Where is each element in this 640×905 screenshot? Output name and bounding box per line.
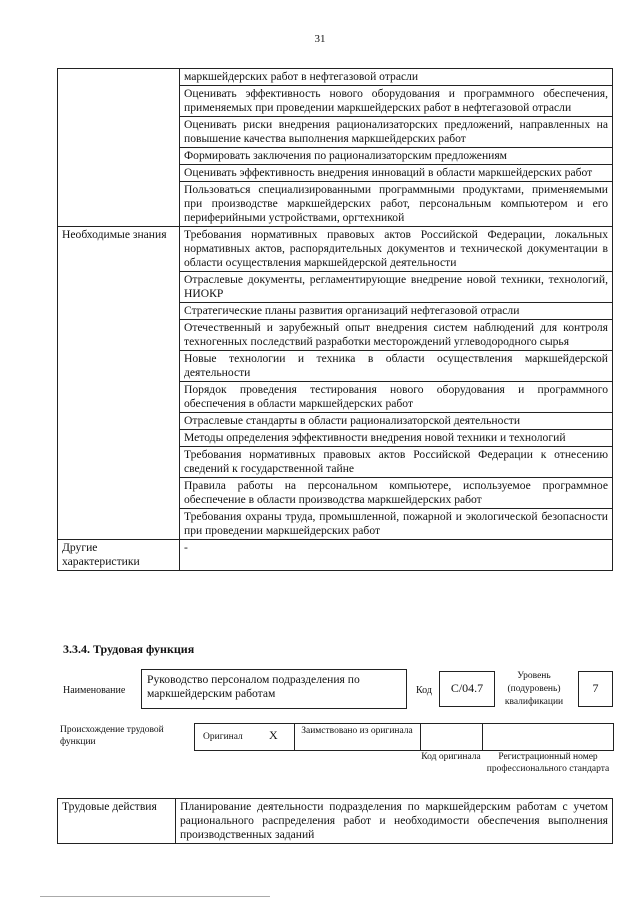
skills-label-cell — [58, 69, 180, 227]
other-characteristics-value: - — [180, 540, 613, 571]
skill-item: маркшейдерских работ в нефтегазовой отрасли — [180, 69, 613, 86]
knowledge-item: Правила работы на персональном компьютере, используемое программное обеспечение в области производства маркшейдерских работ — [180, 478, 613, 509]
level-value: 7 — [592, 681, 599, 695]
reg-number-caption: Регистрационный номер профессионального стандарта — [486, 752, 610, 774]
other-characteristics-label: Другие характеристики — [58, 540, 180, 571]
table-row — [58, 227, 613, 272]
skill-item: Оценивать эффективность нового оборудования и программного обеспечения, применяемых при проведении маркшейдерских работ в нефтегазовой отрасли — [180, 86, 613, 117]
knowledge-item: Новые технологии и техника в области осуществления маркшейдерской деятельности — [180, 351, 613, 382]
borrowed-label: Заимствовано из оригинала — [301, 726, 413, 736]
knowledge-label: Необходимые знания — [58, 227, 180, 540]
code-value: C/04.7 — [450, 681, 484, 695]
knowledge-item: Требования нормативных правовых актов Российской Федерации к отнесению сведений к государственной тайне — [180, 447, 613, 478]
skill-item: Оценивать риски внедрения рационализаторских предложений, направленных на повышение качества выполнения маркшейдерских работ — [180, 117, 613, 148]
knowledge-item: Отраслевые стандарты в области рационализаторской деятельности — [180, 413, 613, 430]
requirements-table — [57, 68, 613, 571]
skill-item: Пользоваться специализированными программными продуктами, применяемыми при производстве маркшейдерских работ, персональным компьютером и его периферийными устройствами, оргтехникой — [180, 182, 613, 227]
table-row — [58, 540, 613, 571]
level-value-box — [578, 671, 613, 707]
knowledge-item: Порядок проведения тестирования нового оборудования и программного обеспечения в области маркшейдерских работ — [180, 382, 613, 413]
knowledge-item: Стратегические планы развития организаций нефтегазовой отрасли — [180, 303, 613, 320]
level-label: Уровень (подуровень) квалификации — [504, 671, 564, 707]
actions-value: Планирование деятельности подразделения по маркшейдерским работам с учетом рационального распределения работ и необходимости обеспечения выполнения производственных заданий — [176, 799, 613, 844]
page-number: 31 — [314, 33, 326, 45]
name-value-box — [141, 669, 407, 709]
knowledge-item: Требования нормативных правовых актов Российской Федерации, локальных нормативных актов, распорядительных документов и технической документации в области осуществления маркшейдерской деятельности — [180, 227, 613, 272]
knowledge-item: Отраслевые документы, регламентирующие внедрение новой техники, технологий, НИОКР — [180, 272, 613, 303]
knowledge-item: Требования охраны труда, промышленной, пожарной и экологической безопасности при проведении маркшейдерских работ — [180, 509, 613, 540]
table-row — [58, 69, 613, 86]
section-heading: 3.3.4. Трудовая функция — [63, 642, 195, 656]
skill-item: Оценивать эффективность внедрения инноваций в области маркшейдерских работ — [180, 165, 613, 182]
original-label: Оригинал — [203, 732, 243, 742]
name-label: Наименование — [63, 685, 126, 696]
name-value: Руководство персоналом подразделения по маркшейдерским работам — [147, 673, 360, 700]
original-mark: X — [269, 728, 278, 742]
bottom-divider — [40, 896, 270, 897]
origin-label: Происхождение трудовой функции — [60, 725, 164, 747]
labor-actions-table — [57, 798, 613, 844]
code-label: Код — [416, 685, 432, 696]
knowledge-item: Отечественный и зарубежный опыт внедрения систем наблюдений для контроля техногенных последствий разработки месторождений углеводородного сырья — [180, 320, 613, 351]
skill-item: Формировать заключения по рационализаторским предложениям — [180, 148, 613, 165]
table-row — [58, 799, 613, 844]
knowledge-item: Методы определения эффективности внедрения новой техники и технологий — [180, 430, 613, 447]
actions-label: Трудовые действия — [58, 799, 176, 844]
code-original-caption: Код оригинала — [421, 752, 481, 762]
code-value-box — [439, 671, 495, 707]
